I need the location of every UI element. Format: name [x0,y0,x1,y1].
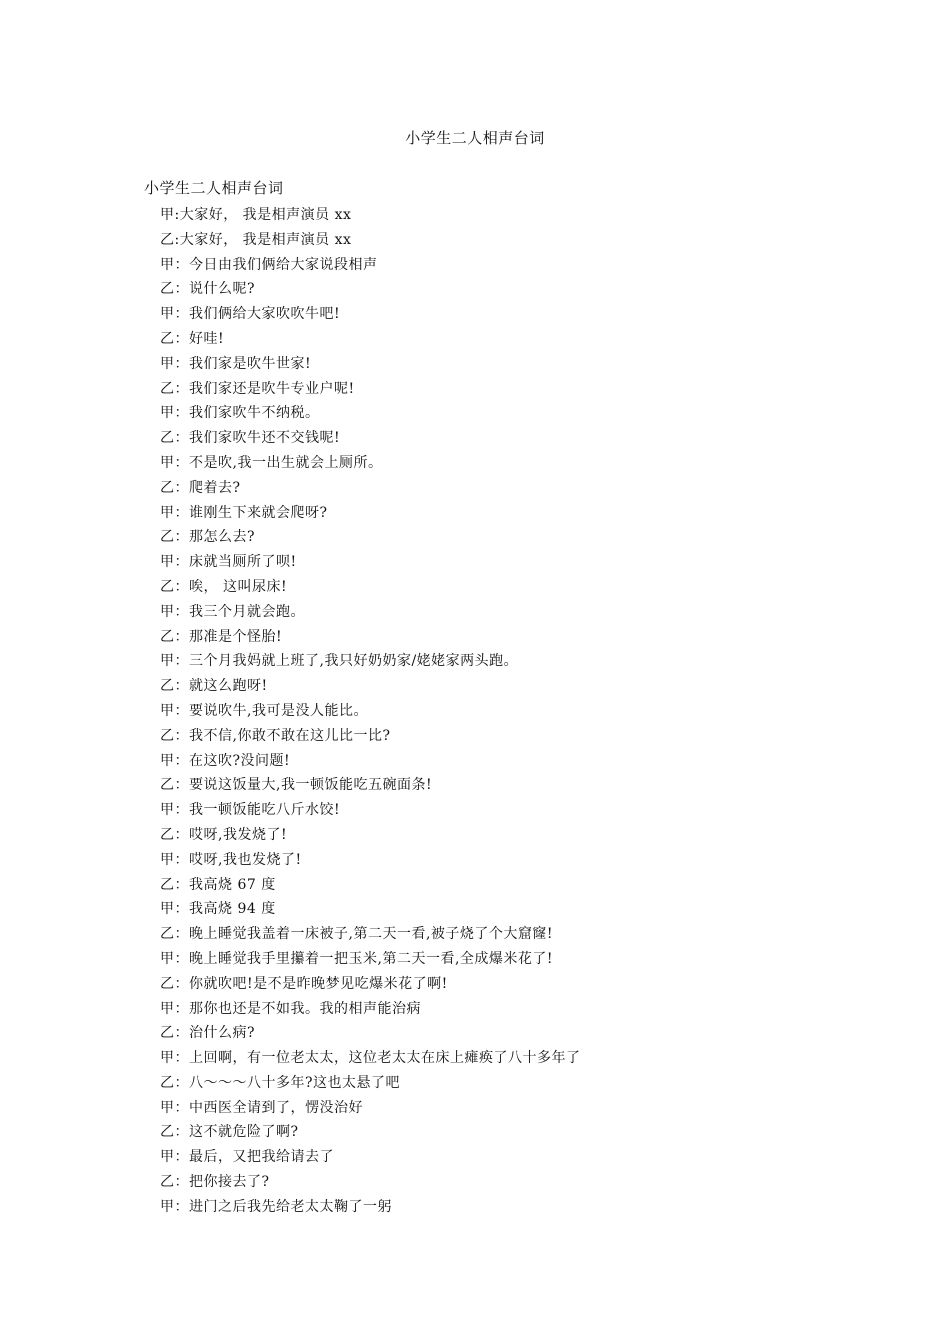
dialogue-line: 甲：三个月我妈就上班了,我只好奶奶家/姥姥家两头跑。 [160,653,519,670]
dialogue-line: 甲：我高烧 94 度 [160,901,276,918]
dialogue-line: 甲：进门之后我先给老太太鞠了一躬 [160,1198,392,1215]
dialogue-line: 乙：那准是个怪胎! [160,628,283,645]
dialogue-line: 乙：哎呀,我发烧了! [160,826,288,843]
dialogue-line: 甲：谁刚生下来就会爬呀? [160,504,328,521]
dialogue-line: 乙：要说这饭量大,我一顿饭能吃五碗面条! [160,777,433,794]
dialogue-line: 甲：中西医全请到了，愣没治好 [160,1099,363,1116]
dialogue-line: 甲：不是吹,我一出生就会上厕所。 [160,454,383,471]
dialogue-line: 乙：唉， 这叫尿床! [160,578,288,595]
dialogue-line: 甲：我们家吹牛不纳税。 [160,405,320,422]
dialogue-line: 甲：在这吹?没问题! [160,752,291,769]
dialogue-line: 乙：晚上睡觉我盖着一床被子,第二天一看,被子烧了个大窟窿! [160,926,554,943]
dialogue-line: 乙：八～～～八十多年?这也太悬了吧 [160,1074,401,1091]
dialogue-line: 乙：这不就危险了啊? [160,1124,299,1141]
dialogue-line: 甲：要说吹牛,我可是没人能比。 [160,702,368,719]
dialogue-line: 乙:大家好， 我是相声演员 xx [160,231,352,248]
dialogue-line: 甲：我一顿饭能吃八斤水饺! [160,802,341,819]
dialogue-line: 甲:大家好， 我是相声演员 xx [160,207,352,223]
dialogue-line: 乙：我高烧 67 度 [160,876,276,893]
dialogue-line: 乙：治什么病? [160,1025,256,1042]
dialogue-line: 甲：今日由我们俩给大家说段相声 [160,256,378,273]
dialogue-line: 乙：我们家吹牛还不交钱呢! [160,430,341,447]
dialogue-line: 乙：好哇! [160,330,225,347]
dialogue-line: 甲：床就当厕所了呗! [160,554,297,571]
dialogue-line: 甲：我们家是吹牛世家! [160,355,312,372]
document-subtitle: 小学生二人相声台词 [144,179,284,197]
dialogue-line: 乙：就这么跑呀! [160,678,268,695]
dialogue-line: 乙：那怎么去? [160,529,256,546]
dialogue-line: 甲：我们俩给大家吹吹牛吧! [160,306,341,323]
dialogue-line: 甲：那你也还是不如我。我的相声能治病 [160,1000,421,1017]
dialogue-line: 甲：上回啊，有一位老太太，这位老太太在床上瘫痪了八十多年了 [160,1050,581,1067]
dialogue-line: 甲：哎呀,我也发烧了! [160,851,302,868]
dialogue-line: 乙：你就吹吧!是不是昨晚梦见吃爆米花了啊! [160,975,448,992]
dialogue-line: 乙：说什么呢? [160,281,256,298]
dialogue-line: 甲：最后，又把我给请去了 [160,1149,334,1166]
document-title: 小学生二人相声台词 [405,129,545,147]
dialogue-line: 乙：爬着去? [160,479,241,496]
dialogue-line: 乙：我不信,你敢不敢在这儿比一比? [160,727,391,744]
dialogue-line: 乙：把你接去了? [160,1174,270,1191]
dialogue-line: 乙：我们家还是吹牛专业户呢! [160,380,355,397]
dialogue-line: 甲：我三个月就会跑。 [160,603,305,620]
dialogue-list [160,203,900,1220]
dialogue-line: 甲：晚上睡觉我手里攥着一把玉米,第二天一看,全成爆米花了! [160,950,554,967]
